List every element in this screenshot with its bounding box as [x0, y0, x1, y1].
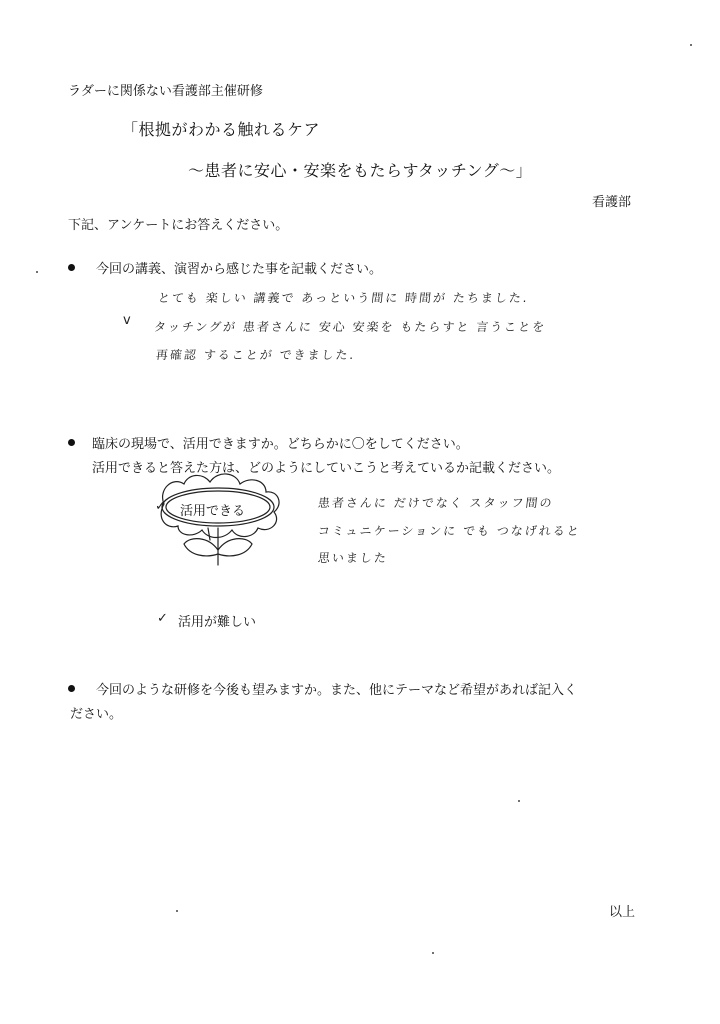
training-category: ラダーに関係ない看護部主催研修: [68, 84, 263, 99]
page-title: 「根拠がわかる触れるケア: [122, 120, 321, 139]
bullet-dot: [68, 439, 75, 446]
bullet-dot: [68, 264, 75, 271]
check-mark: ✓: [157, 611, 168, 626]
bullet-dot: [68, 685, 75, 692]
scan-speck: [518, 800, 520, 802]
check-mark-small: v: [123, 313, 131, 328]
question-3-line-1: 今回のような研修を今後も望みますか。また、他にテーマなど希望があれば記入く: [96, 683, 578, 698]
scan-speck: [36, 271, 38, 273]
q2-answer-line-1[interactable]: 患者さんに だけでなく スタッフ間の: [317, 496, 555, 510]
scan-speck: [176, 910, 178, 912]
question-2-line-1: 臨床の現場で、活用できますか。どちらかに〇をしてください。: [92, 437, 469, 452]
question-2-line-2: 活用できると答えた方は、どのようにしていこうと考えているか記載ください。: [92, 461, 561, 476]
question-3-line-2: ださい。: [70, 707, 123, 722]
scan-speck: [690, 44, 692, 46]
q1-answer-line-1[interactable]: とても 楽しい 講義で あっという間に 時間が たちました.: [157, 291, 530, 305]
page-subtitle: ～患者に安心・安楽をもたらすタッチング～」: [188, 161, 533, 180]
q1-answer-line-3[interactable]: 再確認 することが できました.: [155, 348, 357, 362]
end-mark-text: 以上: [609, 905, 636, 920]
question-1-text: 今回の講義、演習から感じた事を記載ください。: [96, 262, 383, 277]
department-label: 看護部: [592, 195, 632, 210]
check-mark: ✓: [155, 499, 166, 514]
q2-answer-line-2[interactable]: コミュニケーションに でも つなげれると: [317, 524, 582, 538]
scan-speck: [432, 952, 434, 954]
option-difficult[interactable]: 活用が難しい: [178, 615, 257, 630]
flower-circle-drawing: [150, 470, 290, 575]
q2-answer-line-3[interactable]: 思いました: [317, 551, 389, 565]
option-usable[interactable]: 活用できる: [180, 504, 246, 519]
intro-text: 下記、アンケートにお答えください。: [68, 218, 289, 233]
q1-answer-line-2[interactable]: タッチングが 患者さんに 安心 安楽を もたらすと 言うことを: [153, 320, 547, 334]
